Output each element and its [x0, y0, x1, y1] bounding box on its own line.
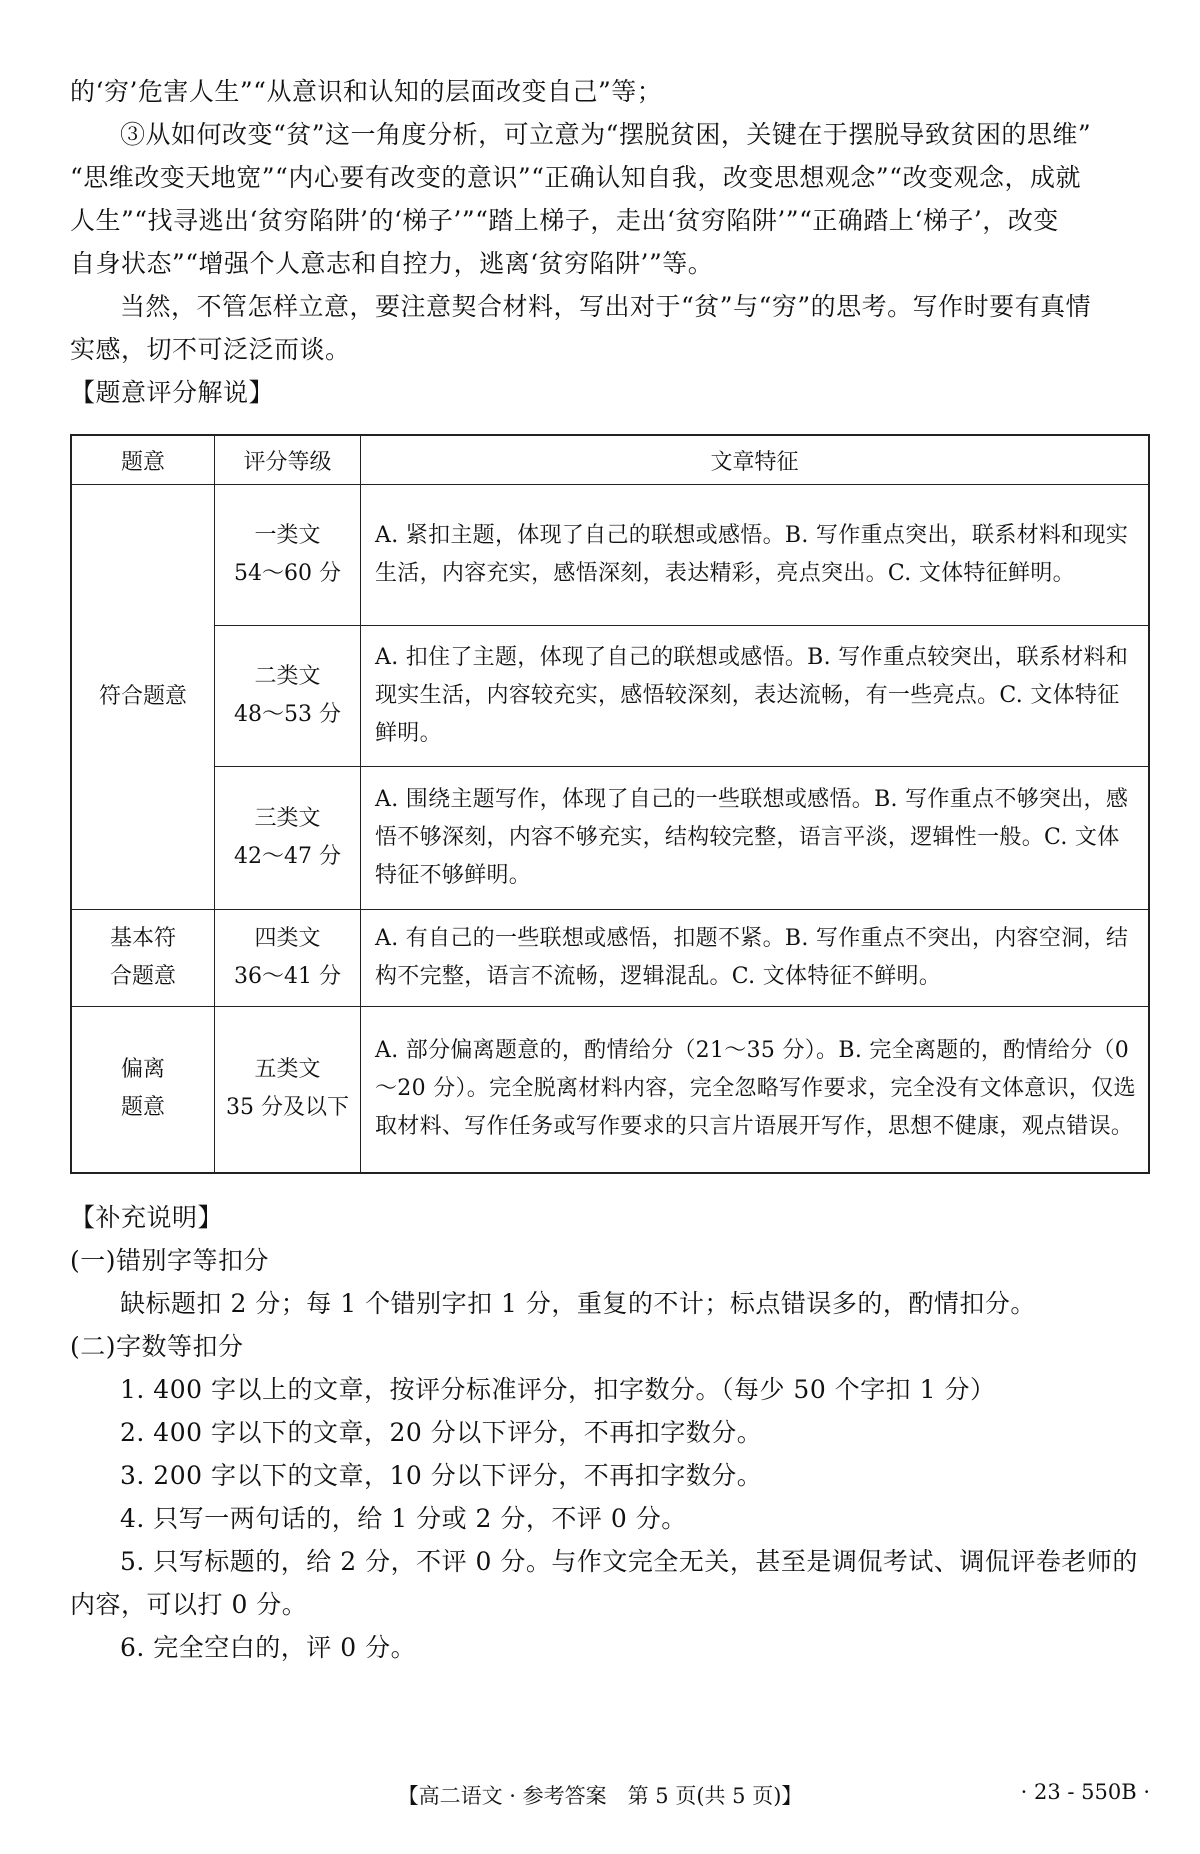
table-row [71, 1007, 1149, 1173]
table-row [71, 910, 1149, 1007]
topic-cell [71, 1007, 215, 1173]
level-score: 42～47 分 [234, 844, 341, 869]
topic-cell: 符合题意 [71, 485, 215, 910]
list-item: 4. 只写一两句话的，给 1 分或 2 分，不评 0 分。 [120, 1504, 687, 1533]
column-header: 文章特征 [361, 435, 1150, 485]
level-score: 54～60 分 [234, 561, 341, 586]
text-line: 内容，可以打 0 分。 [70, 1590, 308, 1619]
description-cell: A. 紧扣主题，体现了自己的联想或感悟。B. 写作重点突出，联系材料和现实生活，内容充实，感悟深刻，表达精彩，亮点突出。C. 文体特征鲜明。 [361, 485, 1150, 626]
footer-code: · 23 - 550B · [1020, 1780, 1150, 1804]
text-line: 实感，切不可泛泛而谈。 [70, 335, 351, 364]
list-item: 2. 400 字以下的文章，20 分以下评分，不再扣字数分。 [120, 1418, 763, 1447]
level-cell [215, 1007, 361, 1173]
list-item: 5. 只写标题的，给 2 分，不评 0 分。与作文完全无关，甚至是调侃考试、调侃评卷老师的 [120, 1547, 1138, 1576]
text-line: 的‘穷’危害人生”“从意识和认知的层面改变自己”等； [70, 77, 663, 106]
text-line: 当然，不管怎样立意，要注意契合材料，写出对于“贫”与“穷”的思考。写作时要有真情 [120, 292, 1092, 321]
level-name: 四类文 [254, 926, 321, 951]
level-cell [215, 910, 361, 1007]
table-row [71, 485, 1149, 626]
topic-cell [71, 910, 215, 1007]
level-score: 35 分及以下 [226, 1095, 349, 1121]
topic-line: 合题意 [109, 964, 176, 989]
subsection-title: (二)字数等扣分 [70, 1332, 244, 1361]
description-cell: A. 部分偏离题意的，酌情给分（21～35 分）。B. 完全离题的，酌情给分（0～20 分）。完全脱离材料内容，完全忽略写作要求，完全没有文体意识，仅选取材料、写作任务或写作要求的只言片语展开写作，思想不健康，观点错误。 [361, 1007, 1150, 1173]
column-header: 题意 [71, 435, 215, 485]
section-title: 【补充说明】 [70, 1203, 224, 1232]
level-score: 36～41 分 [234, 964, 341, 989]
description-cell: A. 有自己的一些联想或感悟，扣题不紧。B. 写作重点不突出，内容空洞，结构不完整，语言不流畅，逻辑混乱。C. 文体特征不鲜明。 [361, 910, 1150, 1007]
level-name: 五类文 [254, 1057, 321, 1083]
footer-page-info: 【高二语文 · 参考答案 第 5 页(共 5 页)】 [397, 1784, 803, 1808]
topic-line: 题意 [120, 1095, 165, 1121]
topic-line: 基本符 [109, 926, 176, 951]
text-line: “思维改变天地宽”“内心要有改变的意识”“正确认知自我，改变思想观念”“改变观念，成就 [70, 163, 1081, 192]
table-row [71, 626, 1149, 767]
table-header-row [71, 435, 1149, 485]
level-cell [215, 626, 361, 767]
level-name: 一类文 [254, 523, 321, 548]
text-line: 自身状态”“增强个人意志和自控力，逃离‘贫穷陷阱’”等。 [70, 249, 714, 278]
column-header: 评分等级 [215, 435, 361, 485]
level-name: 三类文 [254, 806, 321, 831]
list-item: 6. 完全空白的，评 0 分。 [120, 1633, 417, 1662]
topic-line: 偏离 [120, 1057, 165, 1083]
top-text [70, 70, 1150, 414]
text-line: 缺标题扣 2 分；每 1 个错别字扣 1 分，重复的不计；标点错误多的，酌情扣分。 [120, 1289, 1036, 1318]
list-item: 3. 200 字以下的文章，10 分以下评分，不再扣字数分。 [120, 1461, 763, 1490]
table-row [71, 767, 1149, 910]
level-score: 48～53 分 [234, 702, 341, 727]
subsection-title: (一)错别字等扣分 [70, 1246, 270, 1275]
level-name: 二类文 [254, 664, 321, 689]
list-item: 1. 400 字以上的文章，按评分标准评分，扣字数分。（每少 50 个字扣 1 分） [120, 1375, 996, 1404]
description-cell: A. 扣住了主题，体现了自己的联想或感悟。B. 写作重点较突出，联系材料和现实生活，内容较充实，感悟较深刻，表达流畅，有一些亮点。C. 文体特征鲜明。 [361, 626, 1150, 767]
text-line: 人生”“找寻逃出‘贫穷陷阱’的‘梯子’”“踏上梯子，走出‘贫穷陷阱’”“正确踏上‘梯子’，改变 [70, 206, 1059, 235]
text-line: ③从如何改变“贫”这一角度分析，可立意为“摆脱贫困，关键在于摆脱导致贫困的思维” [120, 120, 1092, 149]
level-cell [215, 767, 361, 910]
description-cell: A. 围绕主题写作，体现了自己的一些联想或感悟。B. 写作重点不够突出，感悟不够深刻，内容不够充实，结构较完整，语言平淡，逻辑性一般。C. 文体特征不够鲜明。 [361, 767, 1150, 910]
level-cell [215, 485, 361, 626]
grading-table [70, 434, 1150, 1174]
section-title: 【题意评分解说】 [70, 378, 275, 407]
supplement-section [70, 1196, 1150, 1669]
